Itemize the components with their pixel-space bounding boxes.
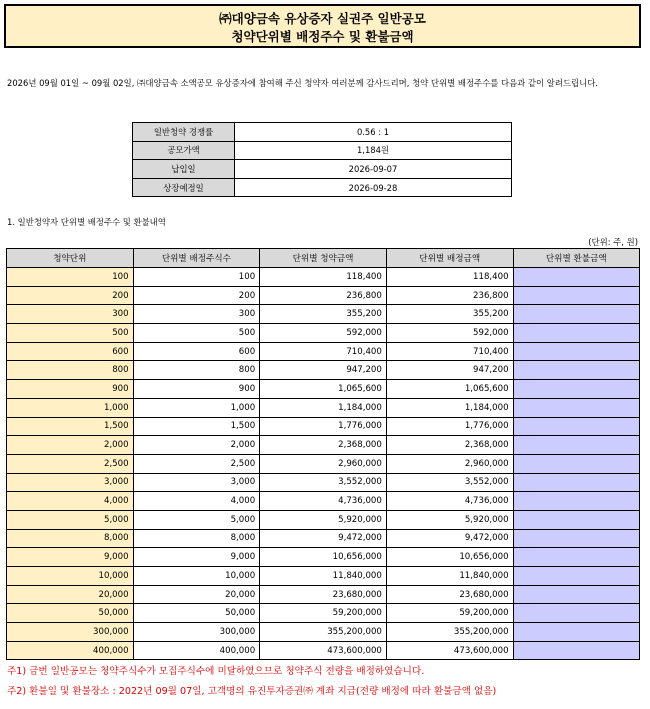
table-row: [7, 548, 640, 567]
table-cell: 59,200,000: [386, 604, 513, 623]
table-cell: 3,000: [7, 473, 134, 492]
section-title: 1. 일반청약자 단위별 배정주수 및 환불내역: [7, 217, 166, 227]
table-row: [7, 641, 640, 660]
table-cell: 236,800: [260, 286, 387, 305]
table-cell: [513, 454, 639, 473]
table-cell: [513, 342, 639, 361]
table-cell: 592,000: [260, 324, 387, 343]
table-cell: 50,000: [7, 604, 134, 623]
unit-label: (단위: 주, 원): [588, 237, 638, 247]
table-cell: 5,000: [7, 510, 134, 529]
table-row: [7, 342, 640, 361]
summary-value: 1,184원: [235, 141, 512, 160]
table-row: [7, 268, 640, 287]
table-cell: 3,552,000: [260, 473, 387, 492]
table-row: [7, 473, 640, 492]
table-cell: [513, 417, 639, 436]
table-cell: [513, 286, 639, 305]
table-cell: 100: [133, 268, 260, 287]
column-header: 청약단위: [7, 249, 134, 268]
summary-label: 상장예정일: [133, 178, 235, 197]
table-cell: 118,400: [386, 268, 513, 287]
table-cell: 300: [133, 305, 260, 324]
table-cell: 8,000: [133, 529, 260, 548]
table-cell: 710,400: [386, 342, 513, 361]
page-subtitle: 청약단위별 배정주수 및 환불금액: [231, 29, 414, 44]
table-cell: [513, 305, 639, 324]
allocation-table: [6, 248, 640, 660]
table-row: [7, 380, 640, 399]
table-cell: 9,472,000: [386, 529, 513, 548]
table-cell: 1,500: [133, 417, 260, 436]
table-header-row: [7, 249, 640, 268]
table-row: [7, 492, 640, 511]
table-cell: 500: [7, 324, 134, 343]
table-cell: 5,920,000: [386, 510, 513, 529]
table-cell: 3,000: [133, 473, 260, 492]
table-cell: 2,368,000: [260, 436, 387, 455]
table-row: [7, 623, 640, 642]
note-1: 주1) 금번 일반공모는 청약주식수가 모집주식수에 미달하였으므로 청약주식 전량을 배정하였습니다.: [7, 666, 425, 677]
table-cell: 59,200,000: [260, 604, 387, 623]
table-row: [7, 529, 640, 548]
table-cell: 9,000: [133, 548, 260, 567]
table-cell: 1,065,600: [386, 380, 513, 399]
table-cell: 800: [7, 361, 134, 380]
table-cell: 2,960,000: [260, 454, 387, 473]
table-cell: 200: [133, 286, 260, 305]
table-cell: 355,200: [260, 305, 387, 324]
summary-table: [132, 122, 512, 197]
table-cell: 4,000: [133, 492, 260, 511]
table-cell: 9,000: [7, 548, 134, 567]
table-cell: 4,736,000: [260, 492, 387, 511]
column-header: 단위별 청약금액: [260, 249, 387, 268]
table-cell: [513, 567, 639, 586]
table-cell: 400,000: [7, 641, 134, 660]
table-cell: [513, 585, 639, 604]
summary-row: [133, 141, 512, 160]
table-cell: 2,000: [7, 436, 134, 455]
table-cell: 473,600,000: [260, 641, 387, 660]
table-cell: 355,200,000: [260, 623, 387, 642]
table-cell: 473,600,000: [386, 641, 513, 660]
column-header: 단위별 배정금액: [386, 249, 513, 268]
table-cell: [513, 324, 639, 343]
table-cell: 1,000: [133, 398, 260, 417]
table-cell: 11,840,000: [260, 567, 387, 586]
table-cell: 1,184,000: [260, 398, 387, 417]
table-cell: 4,736,000: [386, 492, 513, 511]
table-cell: 2,368,000: [386, 436, 513, 455]
table-cell: 8,000: [7, 529, 134, 548]
table-cell: 5,000: [133, 510, 260, 529]
table-row: [7, 510, 640, 529]
table-row: [7, 604, 640, 623]
table-cell: 10,656,000: [386, 548, 513, 567]
table-row: [7, 286, 640, 305]
summary-row: [133, 123, 512, 142]
table-cell: 2,000: [133, 436, 260, 455]
table-cell: 20,000: [7, 585, 134, 604]
table-cell: 1,065,600: [260, 380, 387, 399]
table-cell: [513, 398, 639, 417]
table-row: [7, 305, 640, 324]
summary-label: 일반청약 경쟁률: [133, 123, 235, 142]
table-cell: 100: [7, 268, 134, 287]
table-cell: [513, 641, 639, 660]
table-cell: 200: [7, 286, 134, 305]
title-box: [4, 4, 641, 48]
table-cell: 118,400: [260, 268, 387, 287]
summary-value: 2026-09-07: [235, 160, 512, 179]
table-cell: 23,680,000: [386, 585, 513, 604]
table-row: [7, 324, 640, 343]
summary-value: 0.56 : 1: [235, 123, 512, 142]
table-cell: 300,000: [133, 623, 260, 642]
table-cell: [513, 623, 639, 642]
table-cell: 10,000: [7, 567, 134, 586]
table-cell: [513, 548, 639, 567]
table-cell: 900: [7, 380, 134, 399]
table-cell: 4,000: [7, 492, 134, 511]
table-cell: 1,184,000: [386, 398, 513, 417]
table-cell: [513, 436, 639, 455]
table-row: [7, 436, 640, 455]
table-cell: 300: [7, 305, 134, 324]
table-cell: 236,800: [386, 286, 513, 305]
table-cell: 2,500: [133, 454, 260, 473]
table-cell: 600: [133, 342, 260, 361]
table-cell: 300,000: [7, 623, 134, 642]
table-cell: 20,000: [133, 585, 260, 604]
table-row: [7, 585, 640, 604]
table-cell: 947,200: [386, 361, 513, 380]
table-cell: [513, 380, 639, 399]
table-cell: 9,472,000: [260, 529, 387, 548]
summary-row: [133, 178, 512, 197]
table-cell: 1,776,000: [386, 417, 513, 436]
table-cell: 3,552,000: [386, 473, 513, 492]
summary-label: 공모가액: [133, 141, 235, 160]
table-cell: 600: [7, 342, 134, 361]
table-cell: 592,000: [386, 324, 513, 343]
table-cell: 900: [133, 380, 260, 399]
table-cell: 23,680,000: [260, 585, 387, 604]
table-cell: 50,000: [133, 604, 260, 623]
table-cell: 710,400: [260, 342, 387, 361]
summary-label: 납입일: [133, 160, 235, 179]
column-header: 단위별 배정주식수: [133, 249, 260, 268]
table-cell: 1,776,000: [260, 417, 387, 436]
table-cell: 355,200: [386, 305, 513, 324]
table-cell: 800: [133, 361, 260, 380]
page-title: ㈜대양금속 유상증자 실권주 일반공모: [219, 11, 426, 26]
table-cell: 355,200,000: [386, 623, 513, 642]
table-cell: 1,000: [7, 398, 134, 417]
table-cell: 500: [133, 324, 260, 343]
summary-row: [133, 160, 512, 179]
table-cell: [513, 529, 639, 548]
table-cell: 2,500: [7, 454, 134, 473]
table-cell: 10,656,000: [260, 548, 387, 567]
table-row: [7, 417, 640, 436]
table-cell: [513, 268, 639, 287]
intro-text: 2026년 09월 01일 ~ 09월 02일, ㈜대양금속 소액공모 유상증자에 참여해 주신 청약자 여러분께 감사드리며, 청약 단위별 배정주수를 다음과 같이 알려드립니다.: [7, 78, 598, 88]
table-cell: 400,000: [133, 641, 260, 660]
summary-value: 2026-09-28: [235, 178, 512, 197]
table-cell: 5,920,000: [260, 510, 387, 529]
table-cell: 947,200: [260, 361, 387, 380]
table-cell: 10,000: [133, 567, 260, 586]
note-2: 주2) 환불일 및 환불장소 : 2022년 09월 07일, 고객명의 유진투자증권㈜ 계좌 지급(전량 배정에 따라 환불금액 없음): [7, 686, 497, 697]
table-cell: [513, 473, 639, 492]
table-row: [7, 567, 640, 586]
table-row: [7, 361, 640, 380]
table-row: [7, 398, 640, 417]
table-cell: [513, 361, 639, 380]
column-header: 단위별 환불금액: [513, 249, 639, 268]
table-cell: 1,500: [7, 417, 134, 436]
table-cell: [513, 604, 639, 623]
table-cell: 11,840,000: [386, 567, 513, 586]
table-cell: [513, 492, 639, 511]
table-cell: [513, 510, 639, 529]
notes: [7, 662, 496, 702]
table-row: [7, 454, 640, 473]
table-cell: 2,960,000: [386, 454, 513, 473]
